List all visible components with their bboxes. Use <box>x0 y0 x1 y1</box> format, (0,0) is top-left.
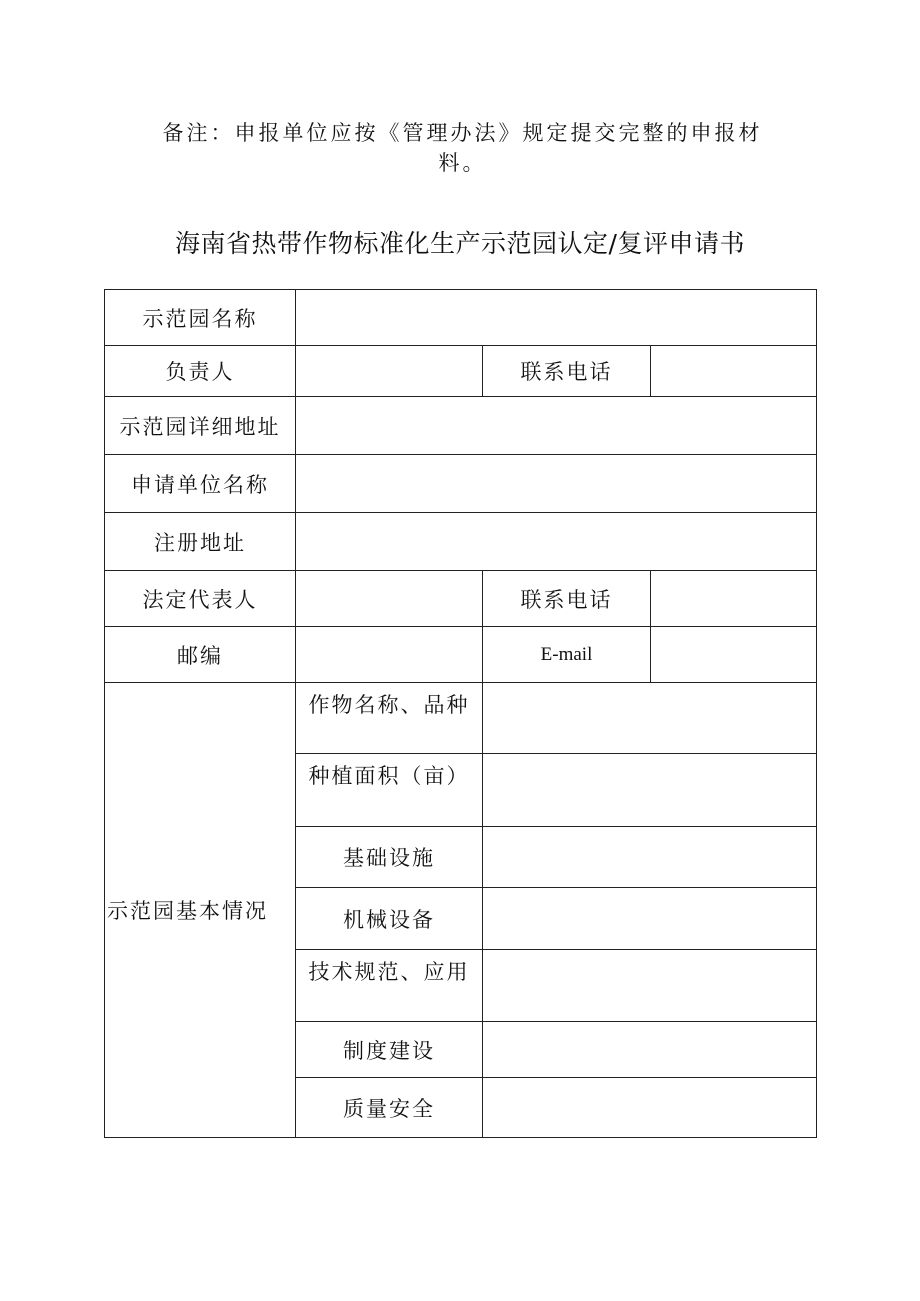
legal-rep-field[interactable] <box>296 571 483 627</box>
postcode-label: 邮编 <box>105 627 296 683</box>
person-in-charge-label: 负责人 <box>105 346 296 397</box>
infrastructure-label: 基础设施 <box>296 827 483 888</box>
email-field[interactable] <box>651 627 817 683</box>
table-row <box>105 455 817 513</box>
demo-park-name-label: 示范园名称 <box>105 290 296 346</box>
table-row <box>105 513 817 571</box>
table-row <box>105 627 817 683</box>
machinery-label: 机械设备 <box>296 888 483 950</box>
legal-rep-label: 法定代表人 <box>105 571 296 627</box>
table-row <box>105 571 817 627</box>
demo-park-name-field[interactable] <box>296 290 817 346</box>
quality-safety-label: 质量安全 <box>296 1078 483 1138</box>
crop-variety-label: 作物名称、品种 <box>296 683 483 754</box>
basic-info-label: 示范园基本情况 <box>105 683 296 1138</box>
system-building-label: 制度建设 <box>296 1022 483 1078</box>
page-title: 海南省热带作物标准化生产示范园认定/复评申请书 <box>175 229 745 258</box>
email-label: E-mail <box>483 627 651 683</box>
contact-phone-2-field[interactable] <box>651 571 817 627</box>
table-row <box>105 683 817 754</box>
machinery-field[interactable] <box>483 888 817 950</box>
remark-note: 备注：申报单位应按《管理办法》规定提交完整的申报材料。 <box>162 121 763 175</box>
registered-address-field[interactable] <box>296 513 817 571</box>
postcode-field[interactable] <box>296 627 483 683</box>
person-in-charge-field[interactable] <box>296 346 483 397</box>
park-address-field[interactable] <box>296 397 817 455</box>
planting-area-field[interactable] <box>483 754 817 827</box>
applicant-name-field[interactable] <box>296 455 817 513</box>
applicant-name-label: 申请单位名称 <box>105 455 296 513</box>
crop-variety-field[interactable] <box>483 683 817 754</box>
contact-phone-2-label: 联系电话 <box>483 571 651 627</box>
quality-safety-field[interactable] <box>483 1078 817 1138</box>
planting-area-label: 种植面积（亩） <box>296 754 483 827</box>
registered-address-label: 注册地址 <box>105 513 296 571</box>
infrastructure-field[interactable] <box>483 827 817 888</box>
tech-standards-label: 技术规范、应用 <box>296 950 483 1022</box>
table-row <box>105 346 817 397</box>
contact-phone-label: 联系电话 <box>483 346 651 397</box>
tech-standards-field[interactable] <box>483 950 817 1022</box>
table-row <box>105 397 817 455</box>
park-address-label: 示范园详细地址 <box>105 397 296 455</box>
contact-phone-field[interactable] <box>651 346 817 397</box>
table-row <box>105 290 817 346</box>
application-form-table <box>104 289 817 1138</box>
system-building-field[interactable] <box>483 1022 817 1078</box>
